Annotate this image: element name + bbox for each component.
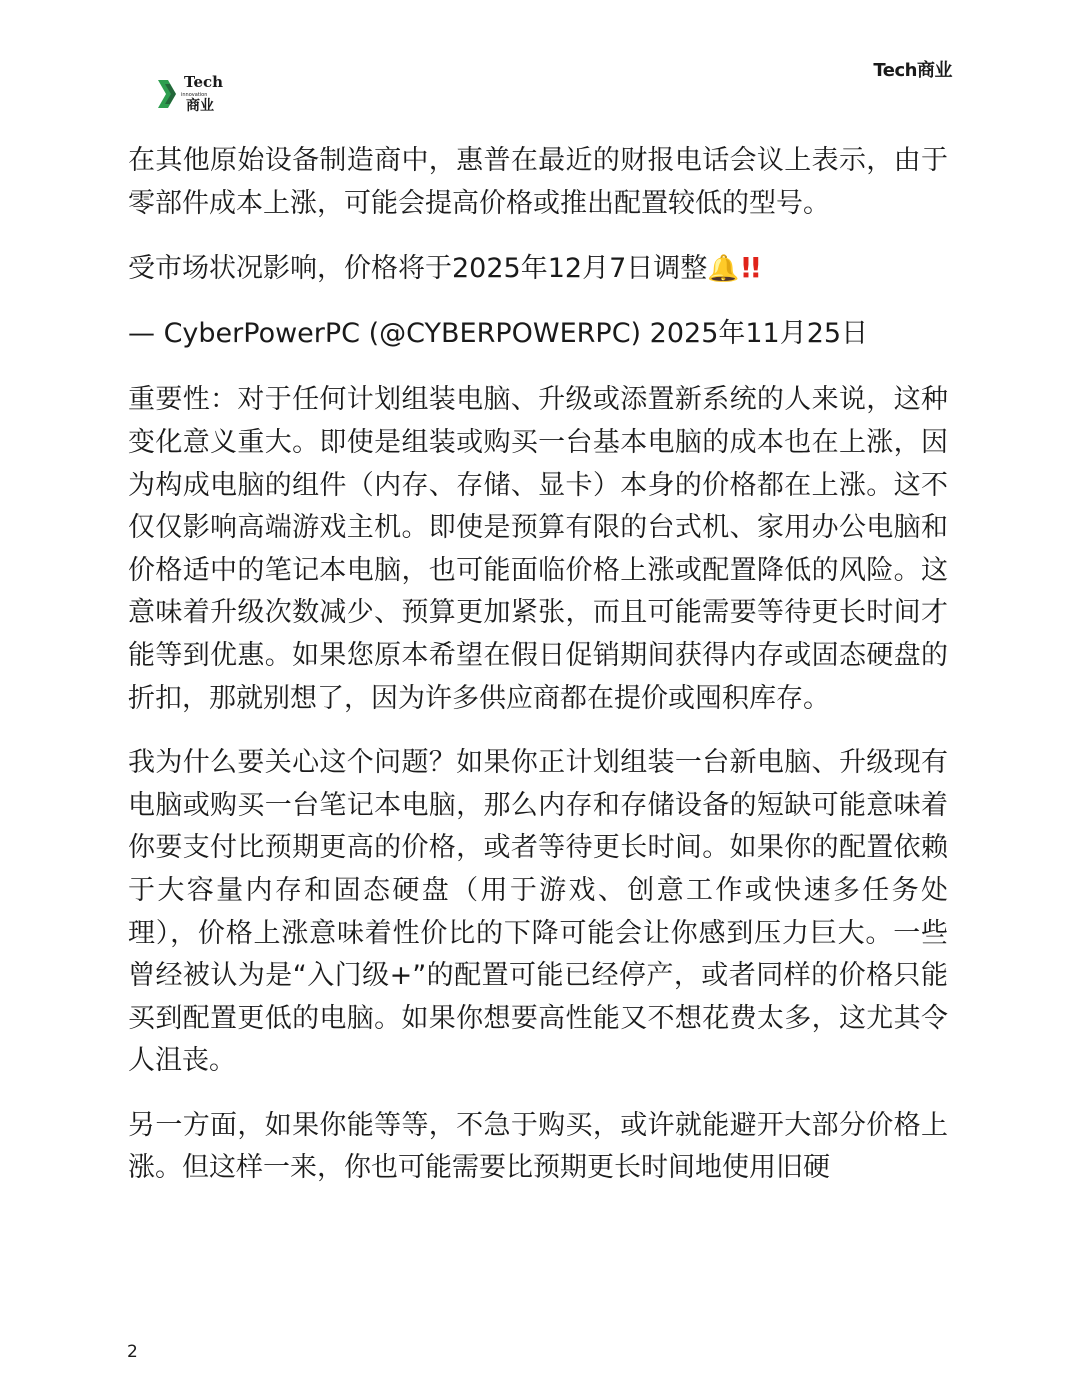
logo-text-cn: 商业 — [186, 98, 214, 114]
page-number: 2 — [127, 1342, 138, 1362]
paragraph-importance: 重要性：对于任何计划组装电脑、升级或添置新系统的人来说，这种变化意义重大。即使是组装或购买一台基本电脑的成本也在上涨，因为构成电脑的组件（内存、存储、显卡）本身的价格都在上涨。这不仅仅影响高端游戏主机。即使是预算有限的台式机、家用办公电脑和价格适中的笔记本电脑，也可能面临价格上涨或配置降低的风险。这意味着升级次数减少、预算更加紧张，而且可能需要等待更长时间才能等到优惠。如果您原本希望在假日促销期间获得内存或固态硬盘的折扣，那就别想了，因为许多供应商都在提价或囤积库存。 — [128, 384, 948, 714]
article-body — [128, 140, 948, 1212]
paragraph-price-adjustment — [128, 247, 948, 291]
logo-chevron-icon — [156, 72, 236, 116]
logo-text-sub: innovation — [181, 92, 208, 98]
tweet-attribution: — CyberPowerPC (@CYBERPOWERPC) 2025年11月25日 — [128, 317, 869, 349]
paragraph-hp-statement: 在其他原始设备制造商中，惠普在最近的财报电话会议上表示，由于零部件成本上涨，可能会提高价格或推出配置较低的型号。 — [128, 145, 948, 219]
logo-text-en: Tech — [184, 73, 224, 91]
paragraph-why-care: 我为什么要关心这个问题？如果你正计划组装一台新电脑、升级现有电脑或购买一台笔记本电脑，那么内存和存储设备的短缺可能意味着你要支付比预期更高的价格，或者等待更长时间。如果你的配置依赖于大容量内存和固态硬盘（用于游戏、创意工作或快速多任务处理），价格上涨意味着性价比的下降可能会让你感到压力巨大。一些曾经被认为是“入门级+”的配置可能已经停产，或者同样的价格只能买到配置更低的电脑。如果你想要高性能又不想花费太多，这尤其令人沮丧。 — [128, 747, 948, 1077]
bell-icon: 🔔 — [707, 254, 740, 285]
header-brand-title: Tech商业 — [873, 60, 952, 81]
double-exclamation-icon: !! — [739, 251, 760, 285]
brand-logo — [156, 72, 236, 116]
price-adjustment-text: 受市场状况影响，价格将于2025年12月7日调整 — [128, 253, 708, 285]
paragraph-other-side: 另一方面，如果你能等等，不急于购买，或许就能避开大部分价格上涨。但这样一来，你也可能需要比预期更长时间地使用旧硬 — [128, 1109, 948, 1184]
